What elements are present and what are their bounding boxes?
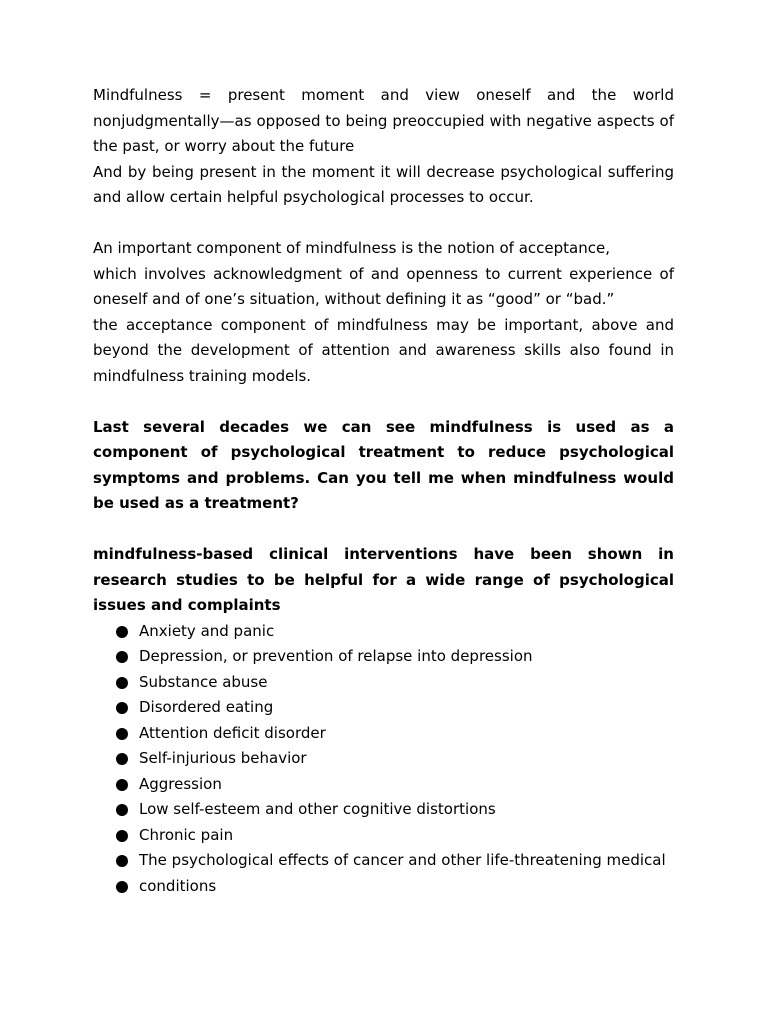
list-item-text: Aggression [139,774,222,793]
list-item [93,874,674,900]
list-item-text: Depression, or prevention of relapse into depression [139,647,533,665]
list-item-text: Anxiety and panic [139,621,275,640]
paragraph-spacer [93,211,674,237]
acceptance-paragraph-first-line: An important component of mindfulness is the notion of acceptance, [93,239,610,257]
list-item-text: Low self-esteem and other cognitive distortions [139,800,496,818]
bullet-icon [116,804,128,816]
list-item [93,644,674,670]
list-item [93,619,674,645]
list-item-text: Chronic pain [139,825,234,844]
document-page [93,83,674,899]
present-moment-paragraph: And by being present in the moment it will decrease psychological suffering and allow certain helpful psychological processes to occur. [93,162,674,206]
paragraph-spacer [93,517,674,543]
bullet-icon [116,855,128,867]
bullet-icon [116,728,128,740]
bullet-icon [116,881,128,893]
bullet-icon [116,702,128,714]
list-item-text: Self-injurious behavior [139,749,307,767]
list-item [93,721,674,747]
list-item-text: Substance abuse [139,672,268,691]
bullet-icon [116,626,128,638]
bullet-icon [116,651,128,663]
list-item-text: Attention deficit disorder [139,723,326,742]
interventions-intro: mindfulness-based clinical interventions have been shown in research studies to be helpful for a wide range of psychological issues and complaints [93,545,674,614]
list-item-text: The psychological effects of cancer and other life-threatening medical [139,851,666,869]
list-item [93,670,674,696]
mindfulness-definition-paragraph: Mindfulness = present moment and view oneself and the world nonjudgmentally—as opposed to being preoccupied with negative aspects of the past, or worry about the future [93,86,674,155]
list-item [93,797,674,823]
treatment-question: Last several decades we can see mindfulness is used as a component of psychological treatment to reduce psychological symptoms and problems. Can you tell me when mindfulness would be used as a treatment? [93,417,674,512]
bullet-icon [116,753,128,765]
bullet-icon [116,779,128,791]
bullet-icon [116,830,128,842]
paragraph-spacer [93,389,674,415]
acceptance-component-paragraph: the acceptance component of mindfulness may be important, above and beyond the development of attention and awareness skills also found in mindfulness training models. [93,315,674,385]
list-item-text: Disordered eating [139,698,274,716]
list-item [93,848,674,874]
acceptance-paragraph: which involves acknowledgment of and openness to current experience of oneself and of one’s situation, without defining it as “good” or “bad.” [93,264,674,308]
list-item [93,772,674,798]
bullet-icon [116,677,128,689]
issues-list [93,619,674,900]
list-item [93,695,674,721]
list-item [93,746,674,772]
list-item-text: conditions [139,876,217,895]
list-item [93,823,674,849]
